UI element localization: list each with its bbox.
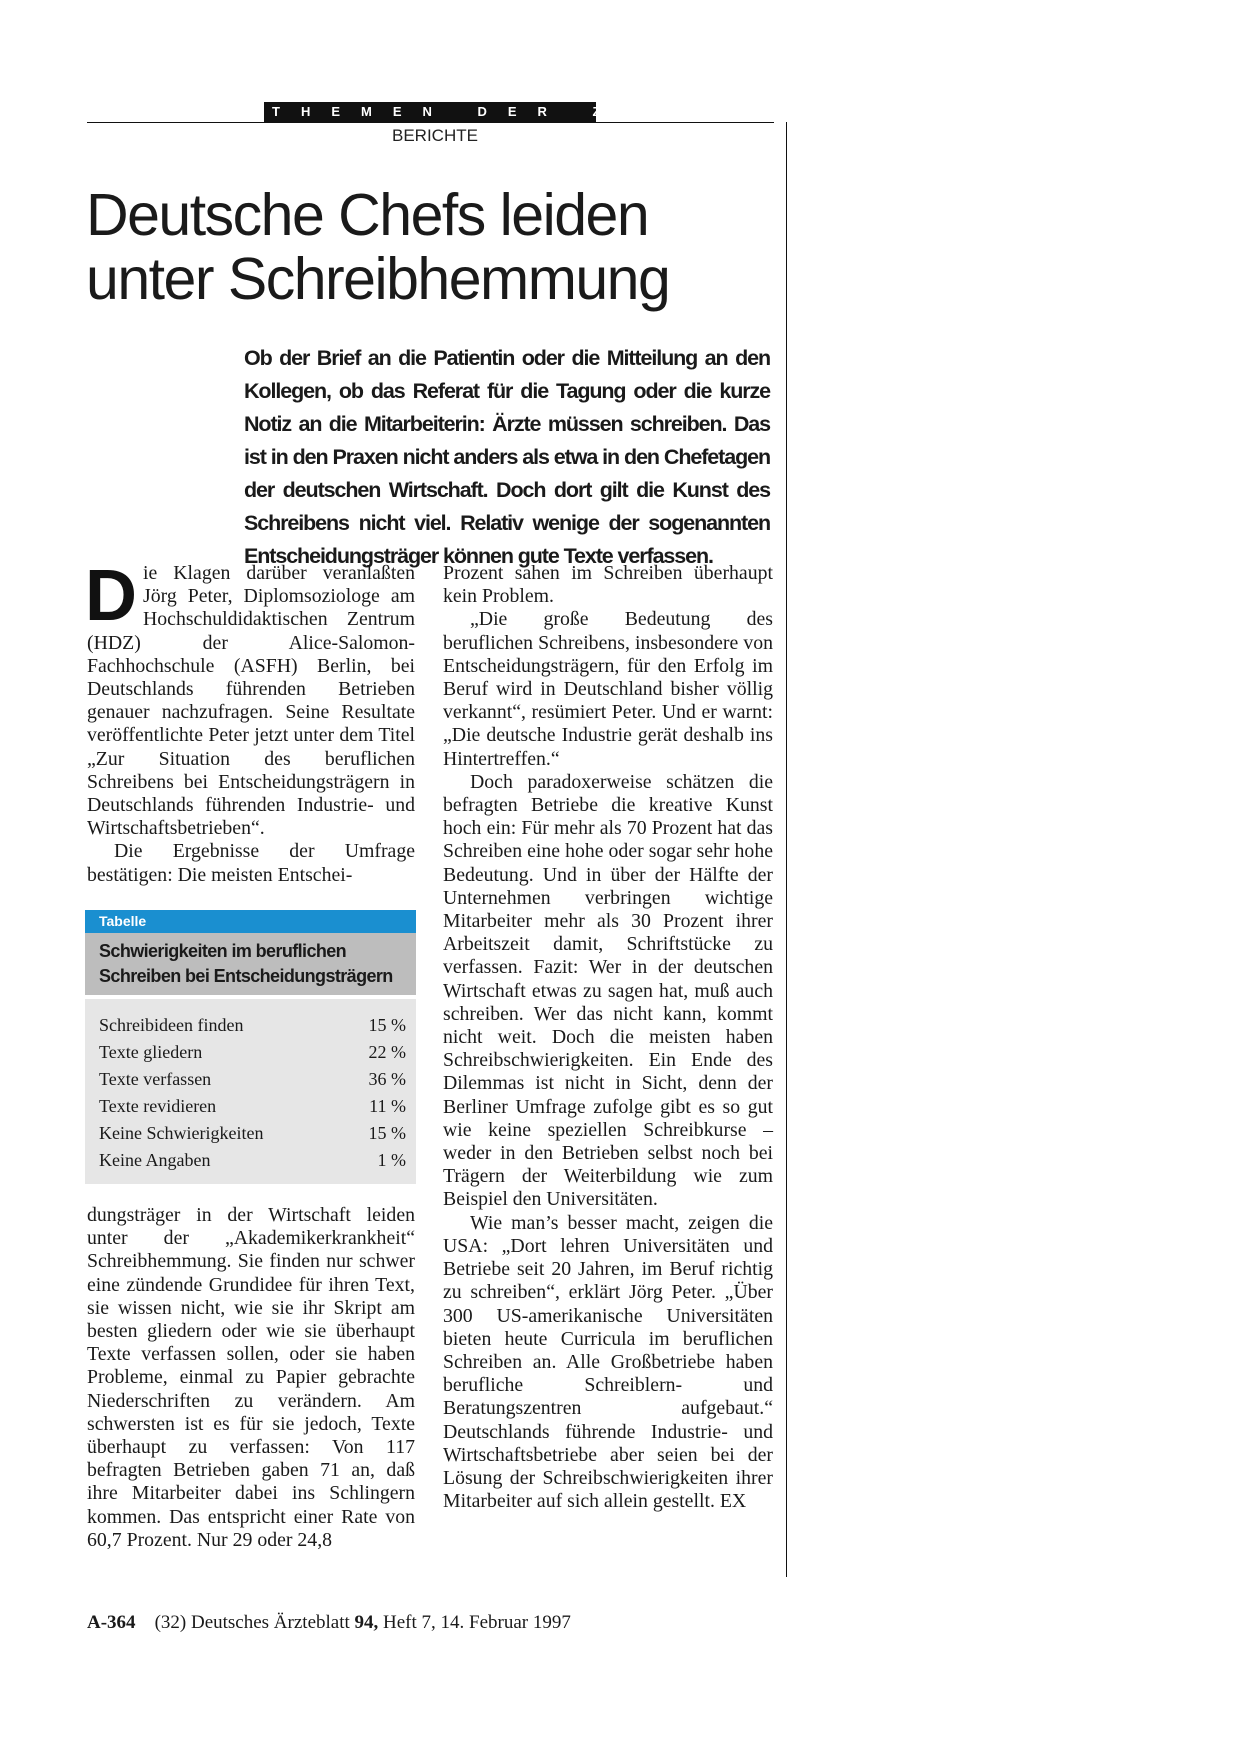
table-row xyxy=(99,1120,406,1147)
paragraph-7: Wie man’s besser macht, zeigen die USA: „Dort lehren Universitäten und Betriebe seit 20 Jahren, im Beruf richtig zu schreiben“, erklärt Jörg Peter. „Über 300 US-amerikanische Universitäten bieten heute Curricula im beruflichen Schreiben an. Alle Großbetriebe haben berufliche Schreiblern- und Beratungszentren aufgebaut.“ Deutschlands führende Industrie- und Wirtschaftsbetriebe aber seien bei der Lösung der Schreibschwierigkeiten ihrer Mitarbeiter auf sich allein gestellt. EX xyxy=(443,1211,773,1513)
body-column-2 xyxy=(443,562,773,1513)
row-label: Keine Angaben xyxy=(99,1150,211,1170)
table-row xyxy=(99,1039,406,1066)
row-value: 15 % xyxy=(368,1015,406,1035)
paragraph-4: Prozent sahen im Schreiben überhaupt kein Problem. xyxy=(443,562,773,608)
table-row xyxy=(99,1012,406,1039)
body-column-1-top xyxy=(85,556,415,887)
column-rule xyxy=(786,122,787,1577)
row-value: 11 % xyxy=(369,1096,406,1116)
article-title: Deutsche Chefs leiden unter Schreibhemmung xyxy=(86,182,670,312)
section-header-band: THEMEN DER ZEIT xyxy=(264,102,596,122)
page-number: A-364 xyxy=(87,1612,136,1633)
paragraph-2: Die Ergebnisse der Umfrage bestätigen: Die meisten Entschei- xyxy=(87,840,415,886)
journal-name: Deutsches Ärzteblatt xyxy=(190,1612,350,1633)
section-subheader: BERICHTE xyxy=(392,126,478,145)
article-lead: Ob der Brief an die Patientin oder die Mitteilung an den Kollegen, ob das Referat für die Tagung oder die kurze Notiz an die Mitarbeiterin: Ärzte müssen schreiben. Das ist in den Praxen nicht anders als etwa in den Chefetagen der deutschen Wirtschaft. Doch dort gilt die Kunst des Schreibens nicht viel. Relativ wenige der sogenannten Entscheidungsträger können gute Texte verfassen. xyxy=(244,346,770,568)
table-row xyxy=(99,1066,406,1093)
paragraph-6: Doch paradoxerweise schätzen die befragten Betriebe die kreative Kunst hoch ein: Für mehr als 70 Prozent hat das Schreiben eine hohe oder sogar sehr hohe Bedeutung. Und in über der Hälfte der Unternehmen verbringen wichtige Mitarbeiter mehr als 30 Prozent ihrer Arbeitszeit damit, Schriftstücke zu verfassen. Fazit: Wer in der deutschen Wirtschaft etwas zu sagen hat, muß auch schreiben. Wer das nicht kann, kommt nicht weit. Doch die meisten haben Schreibschwierigkeiten. Ein Ende des Dilemmas ist nicht in Sicht, denn der Berliner Umfrage zufolge gibt es so gut wie keine speziellen Schreibkurse – weder in den Betrieben selbst noch bei Trägern der Weiterbildung wie zum Beispiel den Universitäten. xyxy=(443,770,773,1211)
table-body xyxy=(85,999,416,1184)
journal-volume: 94, xyxy=(354,1612,379,1633)
row-label: Texte revidieren xyxy=(99,1096,217,1116)
table-title: Schwierigkeiten im beruflichen Schreiben bei Entscheidungsträgern xyxy=(85,933,416,995)
body-column-1-bottom xyxy=(87,1204,415,1552)
row-label: Texte verfassen xyxy=(99,1069,212,1089)
page-paren: (32) xyxy=(154,1612,187,1633)
row-label: Texte gliedern xyxy=(99,1042,203,1062)
row-label: Keine Schwierigkeiten xyxy=(99,1123,264,1143)
row-value: 1 % xyxy=(377,1150,406,1170)
journal-issue: Heft 7, 14. Februar 1997 xyxy=(383,1612,571,1633)
table-row xyxy=(99,1093,406,1120)
row-value: 15 % xyxy=(368,1123,406,1143)
paragraph-1 xyxy=(85,556,415,840)
page-footer xyxy=(87,1612,571,1634)
paragraph-3: dungsträger in der Wirtschaft leiden unter der „Akademikerkrankheit“ Schreibhemmung. Sie finden nur schwer eine zündende Grundidee für ihren Text, sie wissen nicht, wie sie ihr Skript am besten gliedern oder wie sie überhaupt Texte verfassen sollen, oder sie haben Probleme, einmal zu Papier gebrachte Niederschriften zu verändern. Am schwersten ist es für sie jedoch, Texte überhaupt zu verfassen: Von 117 befragten Betrieben gaben 71 an, daß ihre Mitarbeiter dabei ins Schlingern kommen. Das entspricht einer Rate von 60,7 Prozent. Nur 29 oder 24,8 xyxy=(87,1204,415,1551)
paragraph-5: „Die große Bedeutung des beruflichen Schreibens, insbesondere von Entscheidungsträgern, für den Erfolg im Beruf wird in Deutschland bisher völlig verkannt“, resümiert Peter. Und er warnt: „Die deutsche Industrie gerät deshalb ins Hintertreffen.“ xyxy=(443,608,773,770)
table-tag: Tabelle xyxy=(85,910,416,933)
row-value: 22 % xyxy=(368,1042,406,1062)
data-table xyxy=(85,910,416,1179)
row-value: 36 % xyxy=(368,1069,406,1089)
table-row xyxy=(99,1147,406,1174)
paragraph-1-text: ie Klagen darüber veranlaßten Jörg Peter, Diplomsoziologe am Hochschuldidaktischen Zentrum (HDZ) der Alice-Salomon-Fachhochschule (ASFH) Berlin, bei Deutschlands führenden Betrieben genauer nachzufragen. Seine Resultate veröffentlichte Peter jetzt unter dem Titel „Zur Situation des beruflichen Schreibens bei Entscheidungsträgern in Deutschlands führenden Industrie- und Wirtschaftsbetrieben“. xyxy=(87,562,415,840)
header-rule xyxy=(87,122,774,123)
row-label: Schreibideen finden xyxy=(99,1015,244,1035)
drop-cap: D xyxy=(85,556,137,636)
